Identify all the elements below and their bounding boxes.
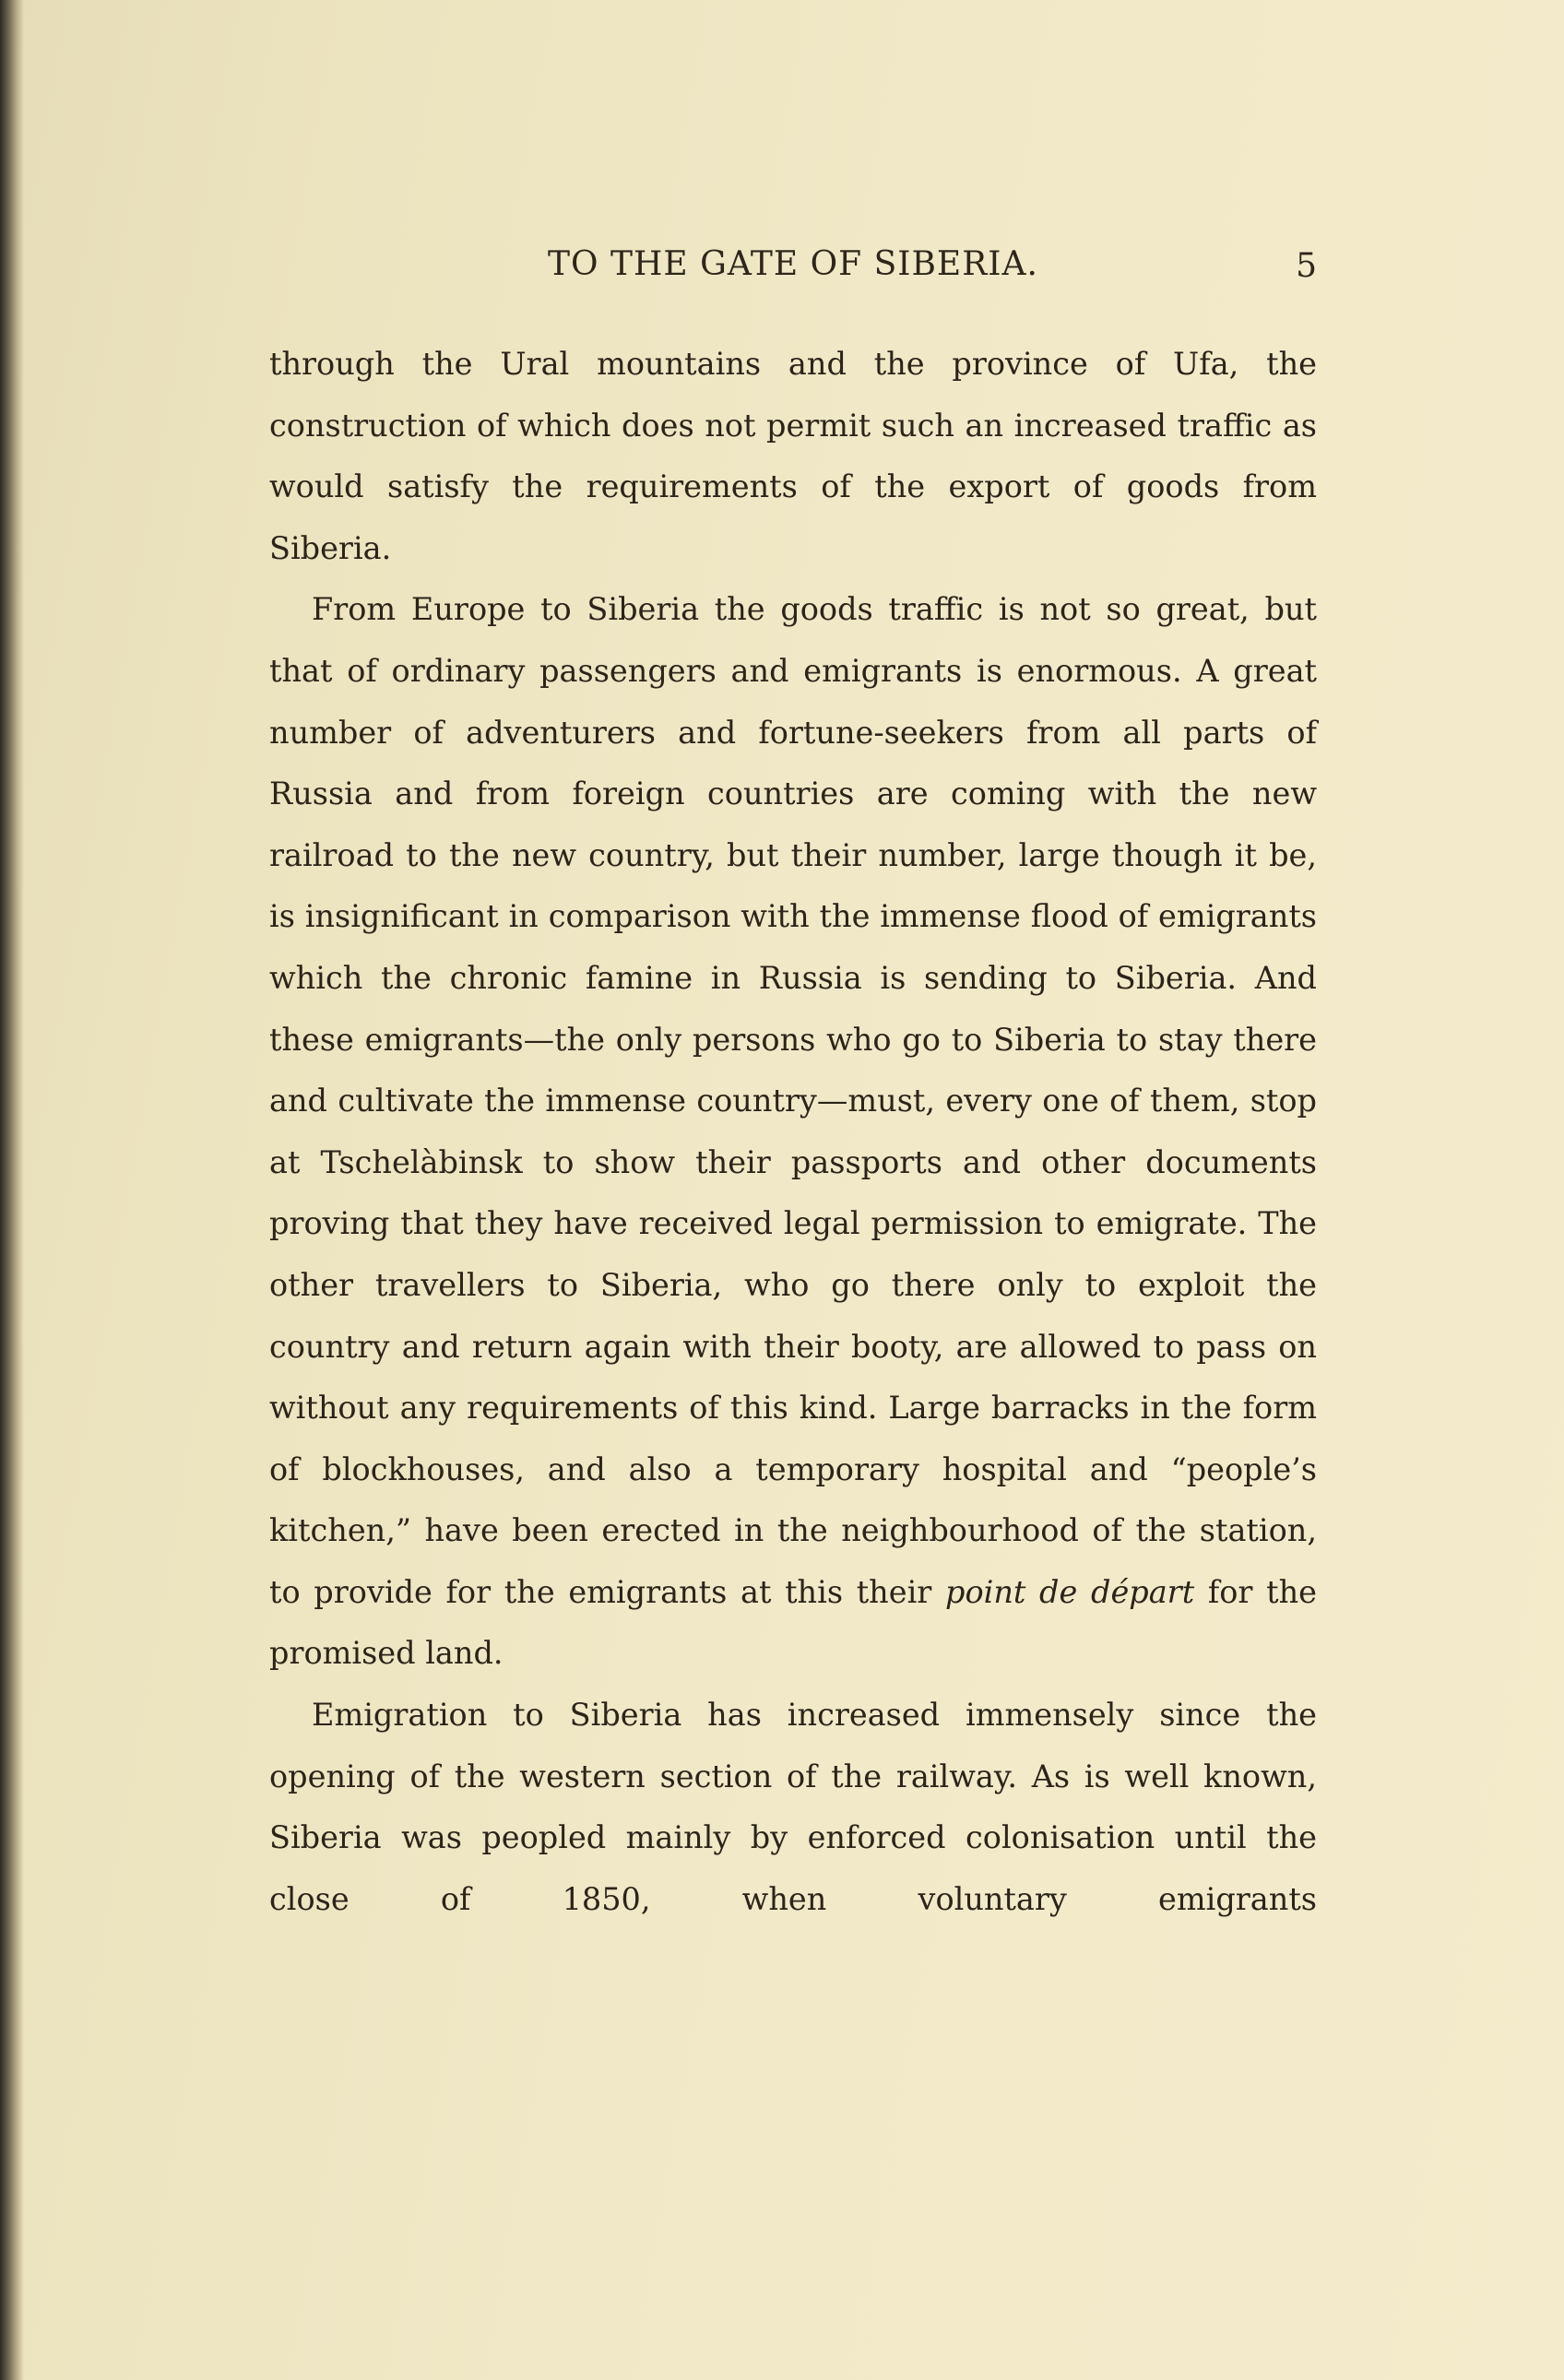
running-head-title: TO THE GATE OF SIBERIA. bbox=[548, 245, 1038, 283]
paragraph-1: through the Ural mountains and the province of Ufa, the construction of which does not permit such an increased traffic as would satisfy the requirements of the export of goods from Siberia. bbox=[269, 346, 1317, 566]
book-spine-shadow bbox=[0, 0, 24, 2380]
book-page bbox=[269, 245, 1317, 2182]
paragraph-2-tail: for the promised land. bbox=[269, 1573, 1317, 1672]
body-text bbox=[269, 334, 1317, 1930]
paragraph-2-text: From Europe to Siberia the goods traffic is not so great, but that of ordinary passengers and emigrants is enormous. A great number of adventurers and fortune-seekers from all parts of Russia and from foreign countries are coming with the new railroad to the new country, but their number, large though it be, is insignificant in comparison with the immense flood of emigrants which the chronic famine in Russia is sending to Siberia. And these emigrants—the only persons who go to Siberia to stay there and cultivate the immense country—must, every one of them, stop at Tschelàbinsk to show their passports and other documents proving that they have received legal permission to emigrate. The other travellers to Siberia, who go there only to exploit the country and return again with their booty, are allowed to pass on without any requirements of this kind. Large barracks in the form of blockhouses, and also a temporary hospital and “people’s kitchen,” have been erected in the neighbourhood of the station, to provide for the emigrants at this their bbox=[269, 591, 1317, 1610]
page-number: 5 bbox=[1296, 247, 1317, 285]
paragraph-3: Emigration to Siberia has increased immensely since the opening of the western section of the railway. As is well known, Siberia was peopled mainly by enforced colonisation until the close of 1850, when voluntary emigrants bbox=[269, 1697, 1317, 1917]
running-head bbox=[269, 245, 1317, 291]
paragraph-2 bbox=[269, 579, 1317, 1685]
italic-phrase: point de départ bbox=[945, 1573, 1195, 1610]
